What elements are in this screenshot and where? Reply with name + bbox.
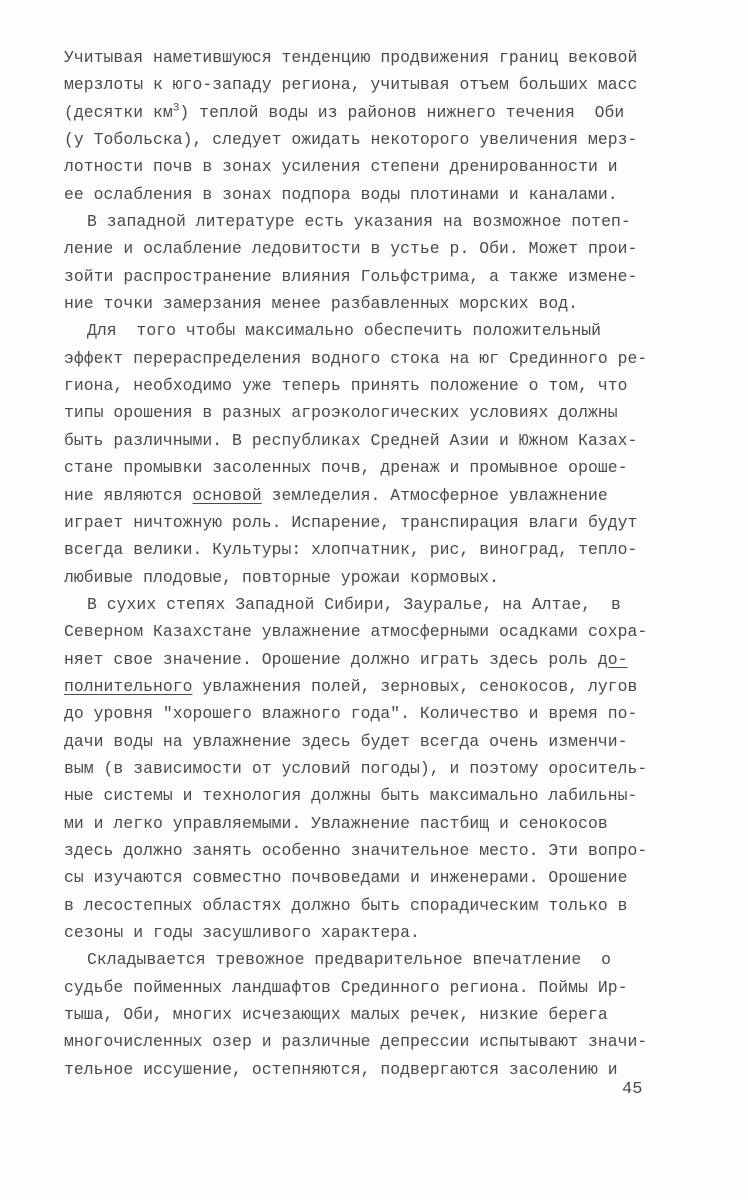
text-line	[64, 126, 644, 153]
text-segment: ми и легко управляемыми. Увлажнение пастбищ и сенокосов	[64, 813, 608, 833]
text-segment: (у Тобольска), следует ожидать некоторого увеличения мерз-	[64, 130, 638, 150]
text-line	[64, 974, 644, 1001]
text-line	[64, 71, 644, 98]
text-segment: гиона, необходимо уже теперь принять положение о том, что	[64, 376, 628, 396]
text-segment: всегда велики. Культуры: хлопчатник, рис, виноград, тепло-	[64, 540, 638, 560]
text-line	[64, 673, 644, 700]
text-segment: В западной литературе есть указания на возможное потеп-	[87, 212, 631, 232]
text-line	[64, 290, 644, 317]
text-line	[64, 1001, 644, 1028]
text-segment: любивые плодовые, повторные урожаи кормовых.	[64, 567, 499, 587]
text-line	[64, 837, 648, 864]
text-line	[64, 892, 644, 919]
text-line	[64, 564, 644, 591]
text-segment: Складывается тревожное предварительное впечатление о	[87, 950, 611, 970]
text-line	[64, 646, 644, 673]
text-segment: здесь должно занять особенно значительное место. Эти вопро-	[64, 840, 648, 860]
text-segment: сезоны и годы засушливого характера.	[64, 923, 420, 942]
text-line	[64, 208, 644, 235]
text-line	[64, 946, 644, 973]
text-line	[64, 263, 644, 290]
text-segment: до уровня "хорошего влажного года". Количество и время по-	[64, 704, 638, 724]
text-segment: Северном Казахстане увлажнение атмосферными осадками сохра-	[64, 622, 648, 642]
text-segment: няет свое значение. Орошение должно играть здесь роль	[64, 649, 598, 669]
text-segment: дачи воды на увлажнение здесь будет всегда очень изменчи-	[64, 731, 628, 751]
text-line	[64, 810, 644, 837]
text-line	[64, 700, 644, 727]
text-segment: сы изучаются совместно почвоведами и инженерами. Орошение	[64, 868, 628, 888]
text-segment: земледелия. Атмосферное увлажнение	[261, 485, 608, 505]
text-line	[64, 372, 644, 399]
text-segment: ние точки замерзания менее разбавленных морских вод.	[64, 294, 579, 314]
text-line	[64, 44, 644, 71]
text-line	[64, 153, 644, 180]
text-line	[64, 728, 644, 755]
text-segment: эффект перераспределения водного стока на юг Срединного ре-	[64, 348, 648, 368]
document-body	[64, 44, 648, 1083]
text-line	[64, 317, 644, 344]
text-line	[64, 427, 644, 454]
text-line	[64, 399, 644, 426]
text-segment: (десятки км	[64, 102, 173, 122]
text-line	[64, 99, 644, 126]
text-segment: ные системы и технология должны быть максимально лабильны-	[64, 786, 638, 806]
text-line	[64, 235, 644, 262]
text-segment: ) теплой воды из районов нижнего течения Оби	[179, 102, 625, 122]
text-line	[64, 536, 644, 563]
text-segment: Для того чтобы максимально обеспечить положительный	[87, 321, 602, 341]
text-line	[64, 864, 644, 891]
text-segment: В сухих степях Западной Сибири, Зауралье, на Алтае, в	[87, 594, 621, 614]
text-line	[64, 919, 644, 946]
text-segment: увлажнения полей, зерновых, сенокосов, лугов	[192, 676, 638, 696]
text-segment: лотности почв в зонах усиления степени дренированности и	[64, 157, 618, 177]
text-segment: зойти распространение влияния Гольфстрима, а также измене-	[64, 266, 638, 286]
text-segment: типы орошения в разных агроэкологических условиях должны	[64, 403, 618, 423]
text-segment: быть различными. В республиках Средней Азии и Южном Казах-	[64, 430, 638, 450]
text-line	[64, 1056, 644, 1083]
text-segment: ее ослабления в зонах подпора воды плотинами и каналами.	[64, 184, 618, 204]
underlined-text: основой	[192, 485, 262, 505]
text-segment: вым (в зависимости от условий погоды), и поэтому ороситель-	[64, 758, 648, 778]
text-segment: в лесостепных областях должно быть спорадическим только в	[64, 895, 628, 915]
text-line	[64, 181, 644, 208]
underlined-text: до-	[597, 649, 628, 669]
text-line	[64, 454, 644, 481]
text-line	[64, 509, 644, 536]
text-line	[64, 618, 648, 645]
text-line	[64, 345, 648, 372]
text-segment: ление и ослабление ледовитости в устье р. Оби. Может прои-	[64, 239, 638, 259]
text-line	[64, 782, 644, 809]
text-segment: ние являются	[64, 485, 193, 505]
text-segment: тельное иссушение, остепняются, подвергаются засолению и	[64, 1059, 618, 1079]
text-segment: Учитывая наметившуюся тенденцию продвижения границ вековой	[64, 48, 638, 67]
text-segment: многочисленных озер и различные депрессии испытывают значи-	[64, 1032, 648, 1052]
text-line	[64, 1028, 648, 1055]
text-line	[64, 591, 644, 618]
text-segment: мерзлоты к юго-западу региона, учитывая отъем больших масс	[64, 75, 638, 95]
text-segment: судьбе пойменных ландшафтов Срединного региона. Поймы Ир-	[64, 977, 628, 997]
text-segment: играет ничтожную роль. Испарение, транспирация влаги будут	[64, 512, 638, 532]
superscript: 3	[172, 102, 180, 115]
text-line	[64, 755, 648, 782]
page-number: 45	[622, 1080, 643, 1099]
text-line	[64, 482, 644, 509]
text-segment: стане промывки засоленных почв, дренаж и промывное ороше-	[64, 458, 628, 478]
text-segment: тыша, Оби, многих исчезающих малых речек, низкие берега	[64, 1005, 608, 1025]
underlined-text: полнительного	[64, 676, 193, 696]
